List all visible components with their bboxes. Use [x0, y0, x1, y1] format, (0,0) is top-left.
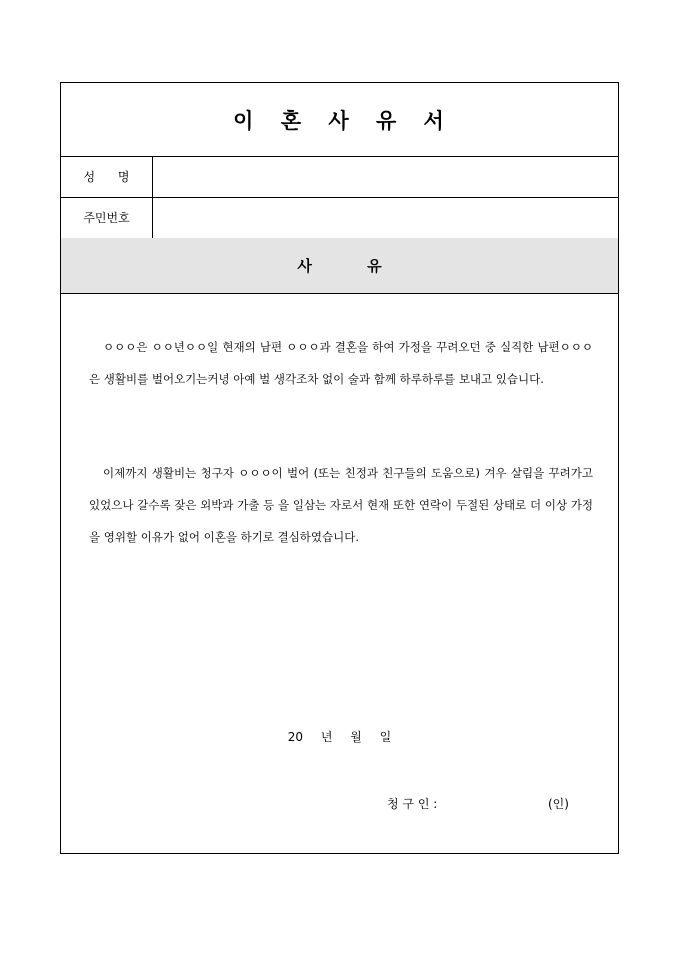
reason-title: 사 유: [297, 257, 382, 275]
title-row: [61, 83, 618, 157]
reason-paragraph-1: ㅇㅇㅇ은 ㅇㅇ년ㅇㅇ일 현재의 남편 ㅇㅇㅇ과 결혼을 하여 가정을 꾸려오던 중 실직한 남편ㅇㅇㅇ은 생활비를 벌어오기는커녕 아예 벌 생각조차 없이 술과 함께 하루하루를 보내고 있습니다.: [89, 340, 593, 386]
resident-number-row: [61, 197, 618, 239]
resident-number-label: 주민번호: [61, 197, 153, 238]
seal-label: (인): [548, 797, 569, 811]
name-row: [61, 156, 618, 198]
divorce-reason-form: [60, 82, 619, 854]
document-title: 이 혼 사 유 서: [233, 107, 446, 133]
name-field[interactable]: [153, 156, 618, 197]
reason-paragraph-2: 이제까지 생활비는 청구자 ㅇㅇㅇ이 벌어 (또는 친정과 친구들의 도움으로) 겨우 살림을 꾸려가고 있었으나 갈수록 잦은 외박과 가출 등 을 일삼는 자로서 현재 또한 연락이 두절된 상태로 더 이상 가정을 영위할 이유가 없어 이혼을 하기로 결심하였습니다.: [89, 466, 593, 544]
resident-number-field[interactable]: [153, 197, 618, 238]
date-line: 20 년 월 일: [287, 730, 392, 744]
applicant-label: 청 구 인 :: [387, 797, 438, 811]
name-label: 성 명: [61, 156, 153, 197]
reason-header: [61, 238, 618, 294]
